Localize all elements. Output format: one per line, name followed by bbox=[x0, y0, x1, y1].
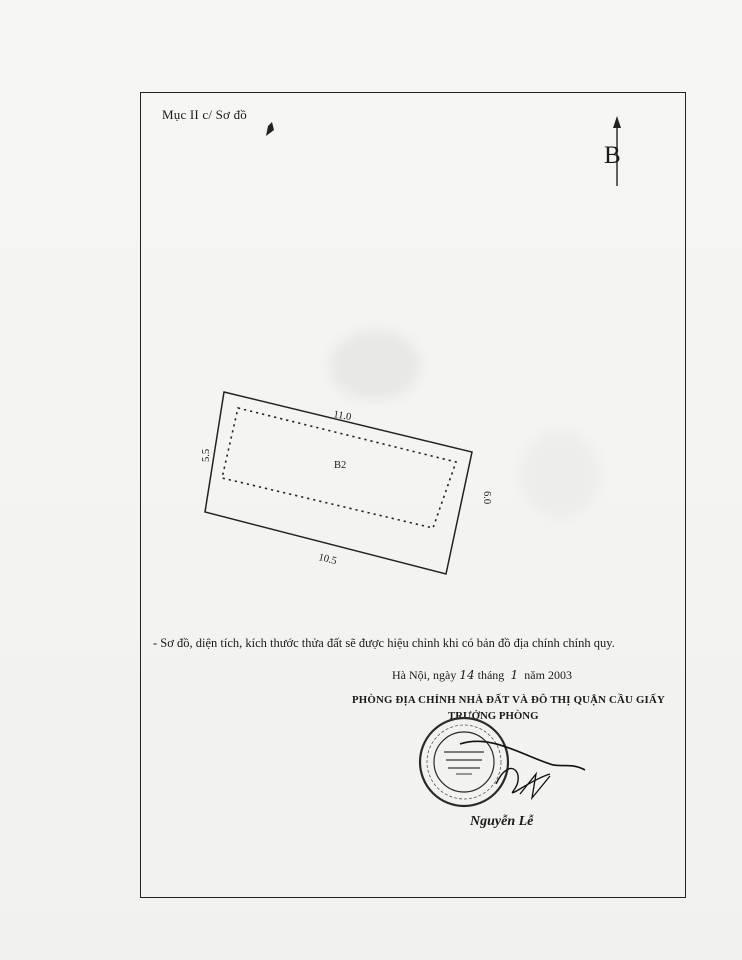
office-name: PHÒNG ĐỊA CHÍNH NHÀ ĐẤT VÀ ĐÔ THỊ QUẬN CẦU GIẤY bbox=[352, 694, 665, 706]
north-label: B bbox=[604, 142, 621, 169]
dim-bottom-label: 10.5 bbox=[317, 552, 338, 568]
dim-right-label: 6.0 bbox=[481, 491, 492, 505]
adjustment-note: - Sơ đồ, diện tích, kích thước thửa đất sẽ được hiệu chỉnh khi có bản đồ địa chính chính quy. bbox=[153, 636, 615, 650]
date-month-word: tháng bbox=[477, 668, 505, 682]
ink-mark bbox=[266, 122, 274, 136]
section-label: Mục II c/ Sơ đồ bbox=[162, 107, 247, 122]
date-day: 14 bbox=[459, 668, 475, 682]
dim-left-label: 5.5 bbox=[201, 448, 212, 462]
plot-label: B2 bbox=[334, 460, 347, 471]
dim-top-label: 11.0 bbox=[332, 409, 353, 424]
date-month: 1 bbox=[510, 668, 519, 682]
signer-name: Nguyễn Lễ bbox=[470, 814, 534, 829]
date-year: năm 2003 bbox=[524, 668, 572, 682]
date-line bbox=[392, 668, 572, 683]
signature-stroke bbox=[460, 741, 585, 770]
date-prefix: Hà Nội, ngày bbox=[392, 668, 457, 682]
head-title: TRƯỞNG PHÒNG bbox=[448, 710, 539, 722]
